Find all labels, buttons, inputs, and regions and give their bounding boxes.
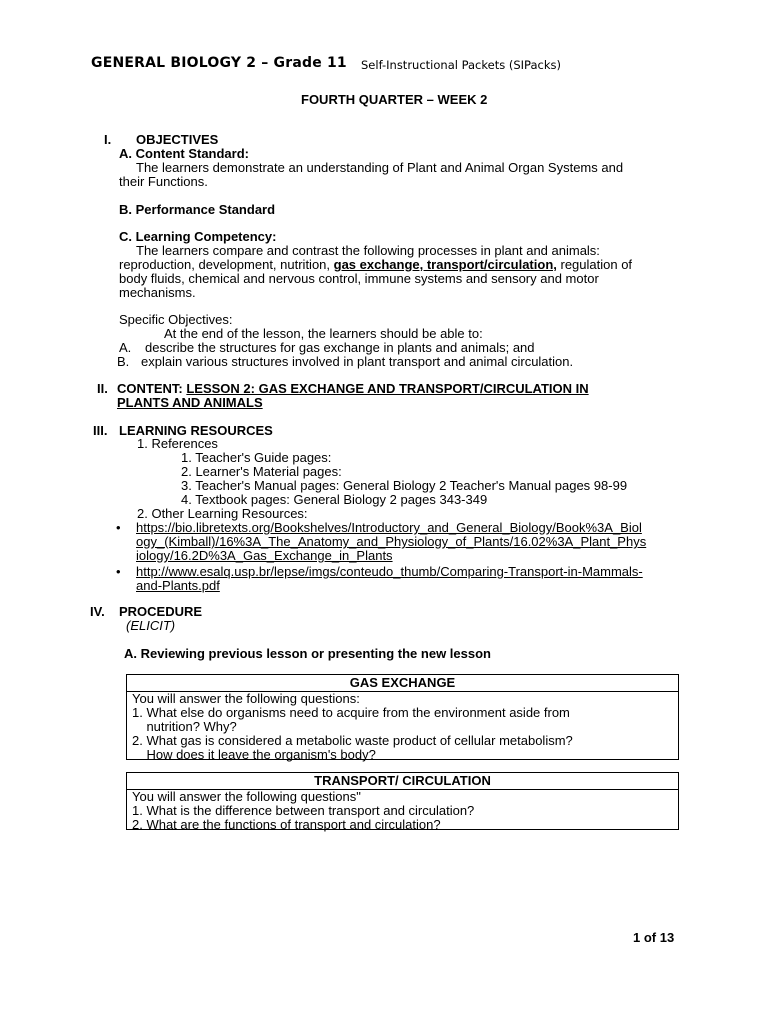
competency-plain: reproduction, development, nutrition, — [119, 257, 334, 272]
performance-standard-label: B. Performance Standard — [119, 202, 276, 217]
gas-exchange-heading: GAS EXCHANGE — [127, 675, 678, 692]
lesson-title-cont: PLANTS AND ANIMALS — [117, 395, 263, 410]
gas-exchange-line: 2. What gas is considered a metabolic waste product of cellular metabolism? — [132, 733, 573, 748]
objective-a: describe the structures for gas exchange in plants and animals; and — [145, 340, 535, 355]
gas-exchange-line: 1. What else do organisms need to acquire from the environment aside from — [132, 705, 570, 720]
content-standard-text: The learners demonstrate an understanding of Plant and Animal Organ Systems and — [136, 160, 624, 175]
references-label: 1. References — [137, 436, 218, 451]
transport-line: You will answer the following questions" — [132, 789, 361, 804]
gas-exchange-line: You will answer the following questions: — [132, 691, 360, 706]
transport-line: 2. What are the functions of transport and circulation? — [132, 817, 441, 832]
objective-b: explain various structures involved in plant transport and animal circulation. — [141, 354, 574, 369]
transport-circulation-heading: TRANSPORT/ CIRCULATION — [127, 773, 678, 790]
resource-link-libretexts[interactable]: https://bio.libretexts.org/Bookshelves/Introductory_and_General_Biology/Book%3A_Biol — [136, 520, 642, 535]
learning-competency-label: C. Learning Competency: — [119, 229, 277, 244]
bullet-icon: • — [116, 520, 121, 535]
transport-line: 1. What is the difference between transport and circulation? — [132, 803, 475, 818]
resource-link-libretexts-end[interactable]: iology/16.2D%3A_Gas_Exchange_in_Plants — [136, 548, 393, 563]
objective-b-marker: B. — [117, 354, 130, 369]
resource-link-libretexts-cont[interactable]: ogy_(Kimball)/16%3A_The_Anatomy_and_Physiology_of_Plants/16.02%3A_Plant_Phys — [136, 534, 647, 549]
procedure-step-a: A. Reviewing previous lesson or presenting the new lesson — [124, 646, 491, 661]
resource-link-esalq-cont[interactable]: and-Plants.pdf — [136, 578, 220, 593]
content-standard-text-cont: their Functions. — [119, 174, 208, 189]
section-numeral-procedure: IV. — [90, 604, 105, 619]
transport-circulation-box — [126, 772, 679, 830]
content-line1 — [117, 382, 589, 396]
objective-a-marker: A. — [119, 340, 132, 355]
resource-link-esalq[interactable]: http://www.esalq.usp.br/lepse/imgs/conteudo_thumb/Comparing-Transport-in-Mammals- — [136, 564, 643, 579]
elicit-label: (ELICIT) — [126, 618, 176, 633]
learning-resources-heading: LEARNING RESOURCES — [119, 423, 273, 438]
competency-emphasis: gas exchange, transport/circulation, — [333, 257, 557, 272]
section-numeral-objectives: I. — [104, 132, 112, 147]
content-standard-label: A. Content Standard: — [119, 146, 249, 161]
section-numeral-content: II. — [97, 381, 108, 396]
competency-text-line3: body fluids, chemical and nervous control, immune systems and sensory and motor — [119, 271, 599, 286]
reference-item: 3. Teacher's Manual pages: General Biology 2 Teacher's Manual pages 98-99 — [181, 478, 628, 493]
competency-plain-end: regulation of — [556, 257, 633, 272]
gas-exchange-line: nutrition? Why? — [132, 719, 237, 734]
section-numeral-resources: III. — [93, 423, 108, 438]
other-resources-label: 2. Other Learning Resources: — [137, 506, 308, 521]
reference-item: 2. Learner's Material pages: — [181, 464, 342, 479]
objectives-heading: OBJECTIVES — [136, 132, 219, 147]
bullet-icon: • — [116, 564, 121, 579]
competency-text-line2 — [119, 258, 632, 272]
specific-objectives-intro: At the end of the lesson, the learners should be able to: — [164, 326, 483, 341]
document-title: GENERAL BIOLOGY 2 – Grade 11 — [91, 55, 347, 71]
document-subtitle: Self-Instructional Packets (SIPacks) — [361, 58, 561, 72]
reference-item: 1. Teacher's Guide pages: — [181, 450, 332, 465]
procedure-heading: PROCEDURE — [119, 604, 203, 619]
specific-objectives-label: Specific Objectives: — [119, 312, 233, 327]
page-number: 1 of 13 — [633, 930, 675, 945]
quarter-heading: FOURTH QUARTER – WEEK 2 — [301, 92, 488, 107]
reference-item: 4. Textbook pages: General Biology 2 pages 343-349 — [181, 492, 488, 507]
competency-text-line4: mechanisms. — [119, 285, 196, 300]
content-label: CONTENT: — [117, 381, 187, 396]
competency-text: The learners compare and contrast the following processes in plant and animals: — [136, 243, 600, 258]
lesson-title: LESSON 2: GAS EXCHANGE AND TRANSPORT/CIRCULATION IN — [186, 381, 589, 396]
gas-exchange-line: How does it leave the organism's body? — [132, 747, 376, 762]
gas-exchange-box — [126, 674, 679, 760]
